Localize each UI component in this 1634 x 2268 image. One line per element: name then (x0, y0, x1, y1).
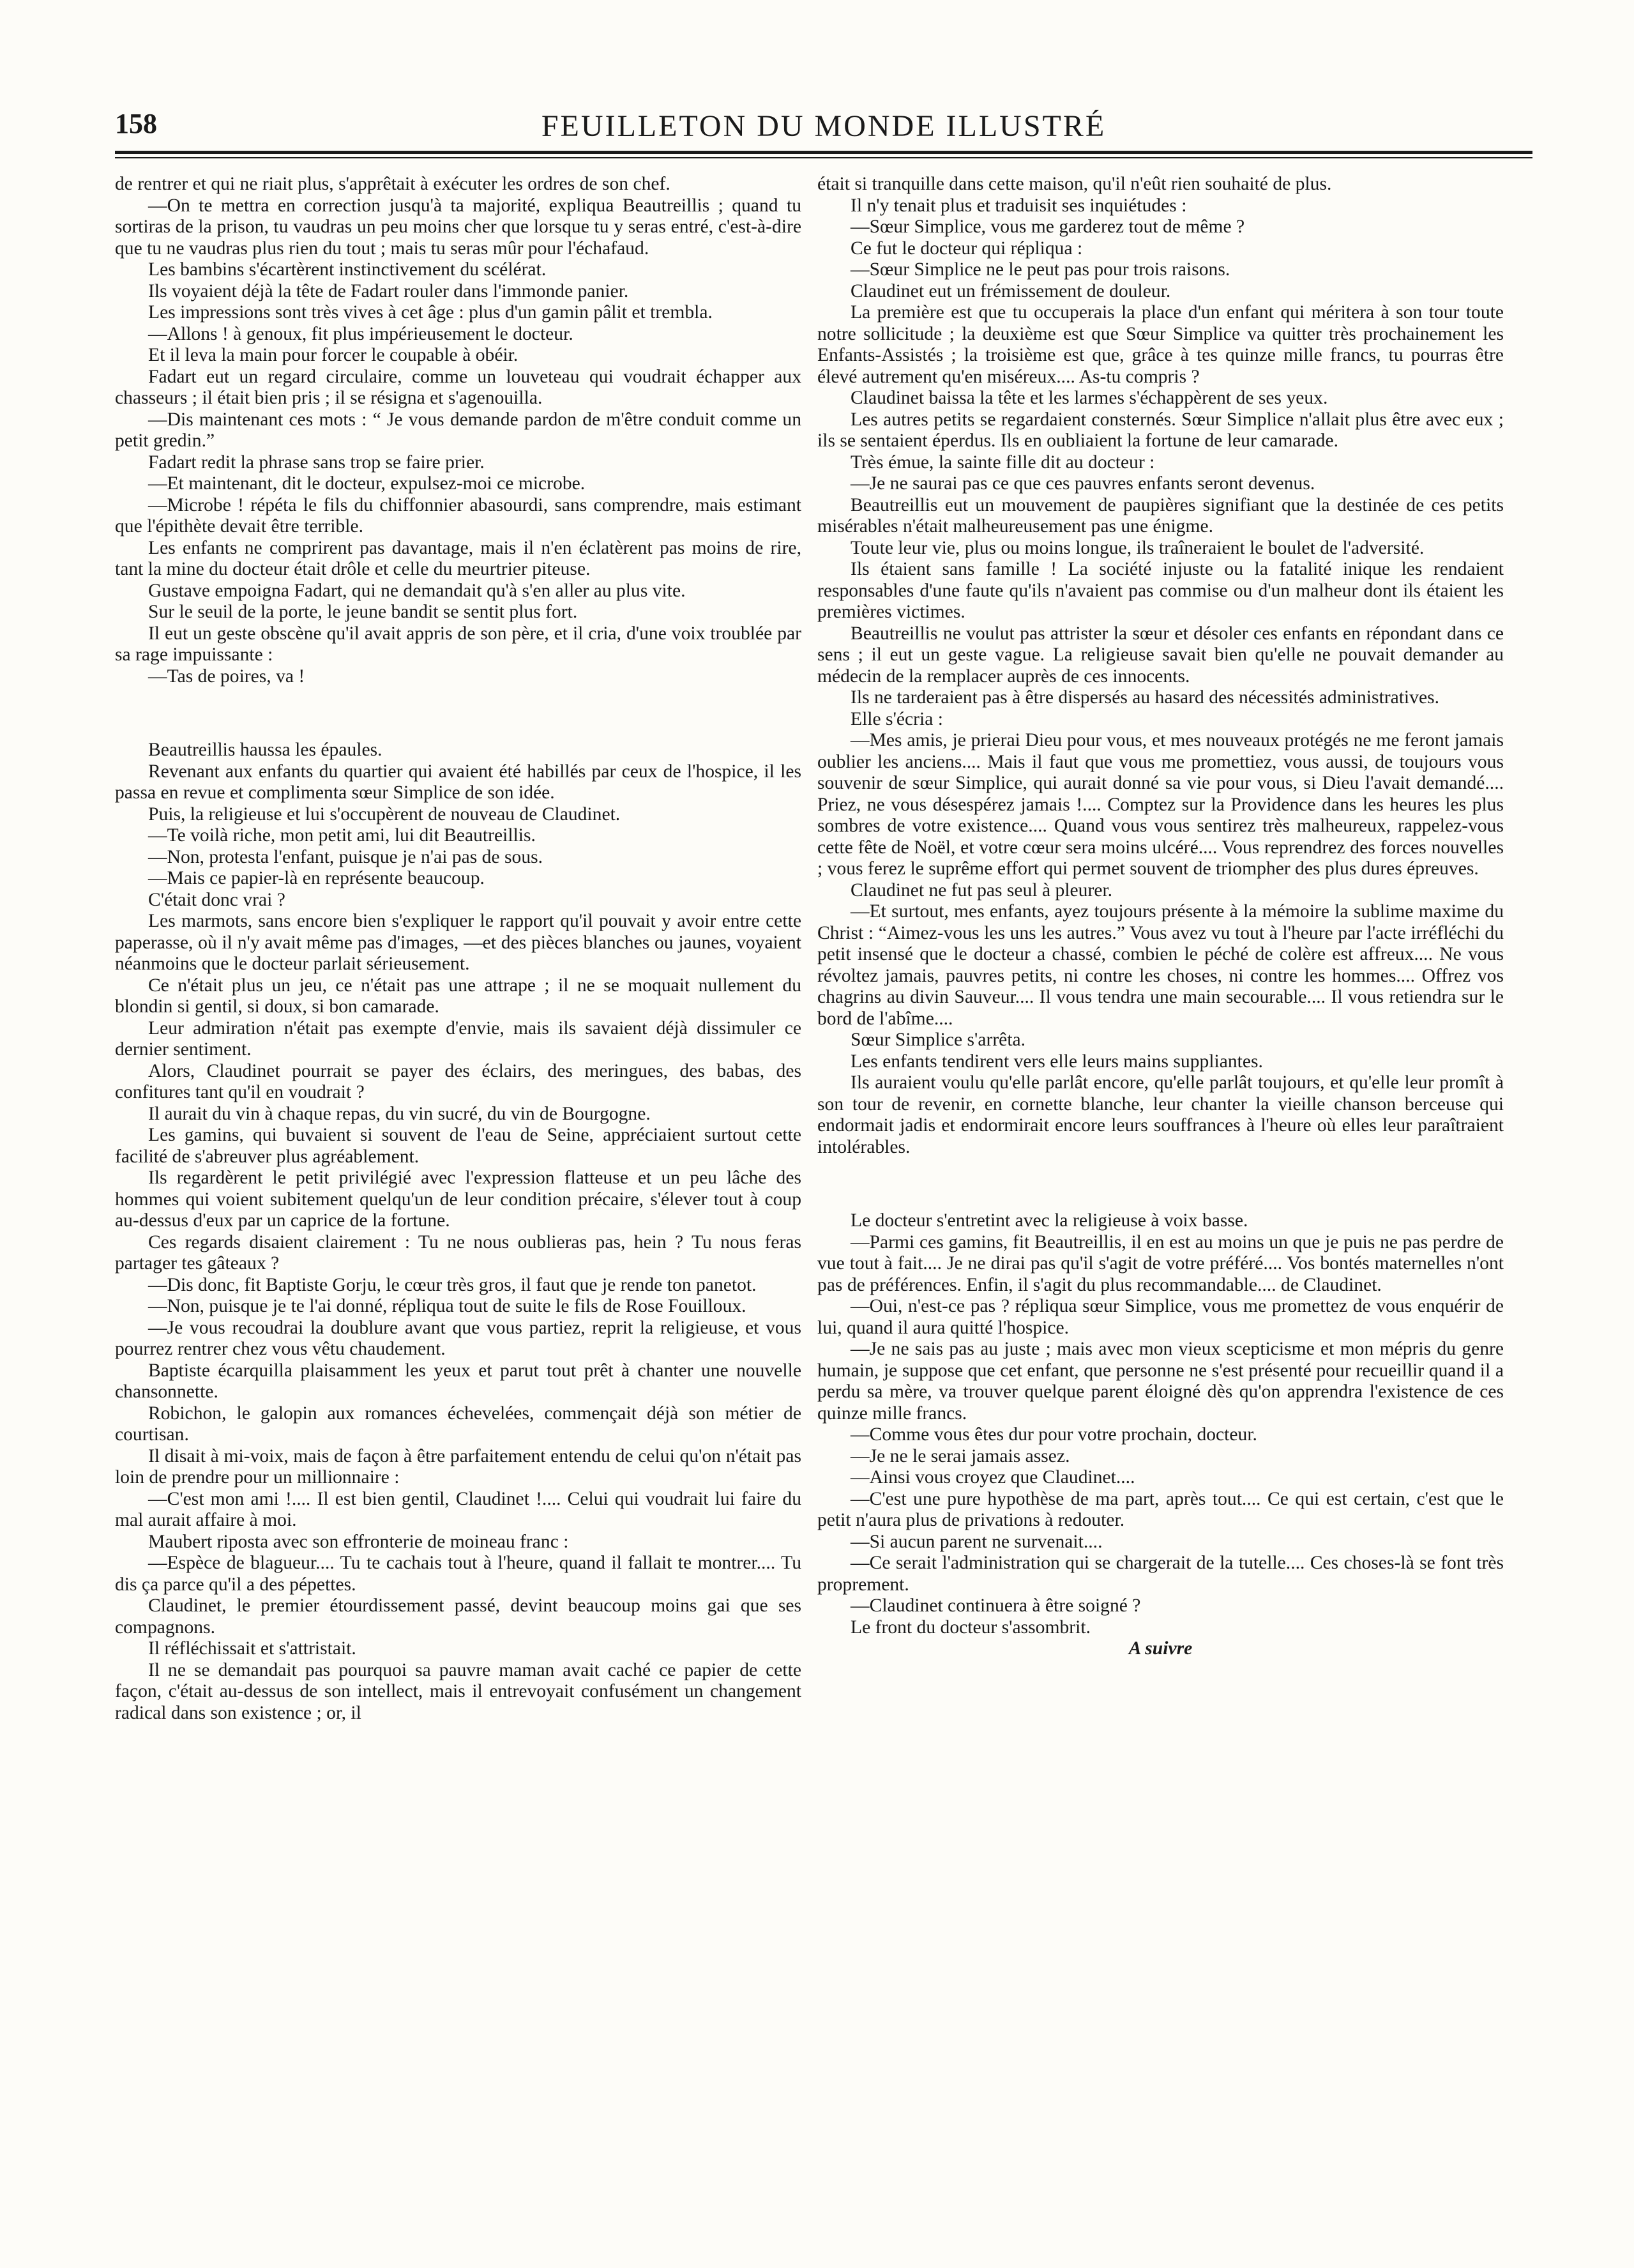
paragraph: —C'est mon ami !.... Il est bien gentil, Claudinet !.... Celui qui voudrait lui faire du mal aurait affaire à moi. (115, 1488, 801, 1530)
paragraph: —Comme vous êtes dur pour votre prochain, docteur. (851, 1424, 1257, 1445)
left-column (115, 174, 801, 1724)
paragraph: Leur admiration n'était pas exempte d'envie, mais ils savaient déjà dissimuler ce dernier sentiment. (115, 1017, 801, 1060)
paragraph: Il eut un geste obscène qu'il avait appris de son père, et il cria, d'une voix troublée par sa rage impuissante : (115, 623, 801, 665)
header-rule-thick (115, 151, 1532, 154)
paragraph: Ils regardèrent le petit privilégié avec l'expression flatteuse et un peu lâche des hommes qui voient subitement quelqu'un de leur condition précaire, s'élever tout à coup au-dessus d'eux par un caprice de la fortune. (115, 1168, 801, 1231)
paragraph: Claudinet, le premier étourdissement passé, devint beaucoup moins gai que ses compagnons. (115, 1595, 801, 1638)
paragraph: Baptiste écarquilla plaisamment les yeux et parut tout prêt à chanter une nouvelle chansonnette. (115, 1360, 801, 1402)
paragraph: était si tranquille dans cette maison, qu'il n'eût rien souhaité de plus. (817, 174, 1332, 194)
paragraph: Il disait à mi-voix, mais de façon à être parfaitement entendu de celui qu'on n'était pas loin de prendre pour un millionnaire : (115, 1445, 801, 1488)
paragraph: Les autres petits se regardaient consternés. Sœur Simplice n'allait plus être avec eux ; ils se sentaient éperdus. Ils en oubliaient la fortune de leur camarade. (817, 409, 1504, 451)
paragraph: C'était donc vrai ? (148, 889, 285, 910)
paragraph: —Ainsi vous croyez que Claudinet.... (851, 1467, 1135, 1488)
paragraph: —Te voilà riche, mon petit ami, lui dit Beautreillis. (148, 825, 536, 846)
section-break (817, 1158, 1504, 1210)
paragraph: Les gamins, qui buvaient si souvent de l'eau de Seine, appréciaient surtout cette facilité de s'abreuver plus agréablement. (115, 1125, 801, 1167)
paragraph: —Et surtout, mes enfants, ayez toujours présente à la mémoire la sublime maxime du Christ : “Aimez-vous les uns les autres.” Vous avez vu tout à l'heure par l'acte irréfléchi du petit insensé que le docteur a chassé, combien le péché de colère est affreux.... Ne vous révoltez jamais, pauvres petits, ni contre les choses, ni contre les hommes.... Offrez vos chagrins au divin Sauveur.... Il vous tendra une main secourable.... Il vous retiendra sur le bord de l'abîme.... (817, 901, 1504, 1029)
paragraph: —Espèce de blagueur.... Tu te cachais tout à l'heure, quand il fallait te montrer.... Tu dis ça parce qu'il a des pépettes. (115, 1553, 801, 1595)
paragraph: Beautreillis eut un mouvement de paupières signifiant que la destinée de ces petits misérables n'était malheureusement pas une énigme. (817, 494, 1504, 537)
paragraph: Maubert riposta avec son effronterie de moineau franc : (148, 1531, 569, 1552)
paragraph: Fadart eut un regard circulaire, comme un louveteau qui voudrait échapper aux chasseurs ; il était bien pris ; il se résigna et s'agenouilla. (115, 366, 801, 408)
paragraph: —Sœur Simplice, vous me garderez tout de même ? (851, 217, 1245, 237)
paragraph: Ils voyaient déjà la tête de Fadart rouler dans l'immonde panier. (148, 280, 629, 301)
right-column (817, 174, 1504, 1660)
paragraph: Claudinet eut un frémissement de douleur. (851, 280, 1171, 301)
paragraph: Les impressions sont très vives à cet âge : plus d'un gamin pâlit et trembla. (148, 302, 713, 323)
paragraph: Beautreillis ne voulut pas attrister la sœur et désoler ces enfants en répondant dans ce sens ; il eut un geste vague. La religieuse savait bien qu'elle ne pouvait demander au médecin de la remplacer auprès de ces innocents. (817, 623, 1504, 687)
paragraph: Les enfants ne comprirent pas davantage, mais il n'en éclatèrent pas moins de rire, tant la mine du docteur était drôle et celle du meurtrier piteuse. (115, 537, 801, 579)
paragraph: Le docteur s'entretint avec la religieuse à voix basse. (851, 1210, 1248, 1231)
paragraph: Le front du docteur s'assombrit. (851, 1617, 1091, 1638)
paragraph: —Je ne sais pas au juste ; mais avec mon vieux scepticisme et mon mépris du genre humain, je suppose que cet enfant, que personne ne s'est présenté pour recueillir quand il a perdu sa mère, va trouver quelque parent éloigné dès qu'on apprendra l'existence de ces quinze mille francs. (817, 1339, 1504, 1424)
paragraph: Alors, Claudinet pourrait se payer des éclairs, des meringues, des babas, des confitures tant qu'il en voudrait ? (115, 1060, 801, 1102)
paragraph: —Tas de poires, va ! (148, 666, 305, 687)
paragraph: —Sœur Simplice ne le peut pas pour trois raisons. (851, 259, 1230, 280)
section-break (115, 687, 801, 740)
paragraph: —C'est une pure hypothèse de ma part, après tout.... Ce qui est certain, c'est que le petit n'aura plus de privations à redouter. (817, 1488, 1504, 1530)
paragraph: Puis, la religieuse et lui s'occupèrent de nouveau de Claudinet. (148, 803, 621, 825)
paragraph: Robichon, le galopin aux romances échevelées, commençait déjà son métier de courtisan. (115, 1403, 801, 1445)
paragraph: Toute leur vie, plus ou moins longue, ils traîneraient le boulet de l'adversité. (851, 537, 1425, 558)
paragraph: Ils étaient sans famille ! La société injuste ou la fatalité inique les rendaient responsables d'une faute qu'ils n'avaient pas commise ou d'un malheur dont ils étaient les premières victimes. (817, 559, 1504, 622)
paragraph: —Non, puisque je te l'ai donné, répliqua tout de suite le fils de Rose Fouilloux. (148, 1296, 746, 1316)
paragraph: Il aurait du vin à chaque repas, du vin sucré, du vin de Bourgogne. (148, 1103, 651, 1124)
paragraph: —Mes amis, je prierai Dieu pour vous, et mes nouveaux protégés ne me feront jamais oublier les anciens.... Mais il faut que vous me promettiez, vous aussi, de toujours vous souvenir de sœur Simplice, qui aurait donné sa vie pour vous, si Dieu l'avait demandé.... Priez, ne vous désespérez jamais !.... Comptez sur la Providence dans les heures les plus sombres de votre existence.... Quand vous vous sentirez très malheureux, rappelez-vous cette fête de Noël, et votre cœur sera moins ulcéré.... Vous reprendrez des forces nouvelles ; vous ferez le suprême effort qui permet souvent de triompher des plus dures épreuves. (817, 730, 1504, 879)
paragraph: Ils ne tarderaient pas à être dispersés au hasard des nécessités administratives. (851, 687, 1440, 708)
paragraph: Il n'y tenait plus et traduisit ses inquiétudes : (851, 195, 1187, 216)
paragraph: —Je ne le serai jamais assez. (851, 1445, 1070, 1466)
paragraph: Gustave empoigna Fadart, qui ne demandait qu'à s'en aller au plus vite. (148, 580, 686, 601)
paragraph: —Allons ! à genoux, fit plus impérieusement le docteur. (148, 323, 573, 344)
paragraph: —Et maintenant, dit le docteur, expulsez-moi ce microbe. (148, 473, 586, 494)
paragraph: Les marmots, sans encore bien s'expliquer le rapport qu'il pouvait y avoir entre cette paperasse, où il n'y avait même pas d'images, —et des pièces blanches ou jaunes, voyaient néanmoins que le docteur parlait sérieusement. (115, 911, 801, 974)
paragraph: Il ne se demandait pas pourquoi sa pauvre maman avait caché ce papier de cette façon, c'était au-dessus de son intellect, mais il entrevoyait confusément un changement radical dans son existence ; or, il (115, 1659, 801, 1723)
paragraph: —Non, protesta l'enfant, puisque je n'ai pas de sous. (148, 846, 543, 867)
paragraph: Revenant aux enfants du quartier qui avaient été habillés par ceux de l'hospice, il les passa en revue et complimenta sœur Simplice de son idée. (115, 761, 801, 803)
paragraph: Sœur Simplice s'arrêta. (851, 1030, 1026, 1050)
paragraph: La première est que tu occuperais la place d'un enfant qui méritera à son tour toute notre sollicitude ; la deuxième est que Sœur Simplice va quitter très prochainement les Enfants-Assistés ; la troisième est que, grâce à tes quinze mille francs, tu pourras être élevé autrement qu'en miséreux.... As-tu compris ? (817, 302, 1504, 387)
paragraph: Très émue, la sainte fille dit au docteur : (851, 452, 1155, 473)
paragraph: Les enfants tendirent vers elle leurs mains suppliantes. (851, 1051, 1263, 1072)
paragraph: —Si aucun parent ne survenait.... (851, 1531, 1103, 1552)
paragraph: Claudinet ne fut pas seul à pleurer. (851, 879, 1113, 901)
paragraph: Ils auraient voulu qu'elle parlât encore, qu'elle parlât toujours, et qu'elle leur promît à son tour de revenir, en cornette blanche, leur chanter la vieille chanson berceuse qui endormait jadis et endormirait encore leurs souffrances à l'heure où elles leur paraîtraient intolérables. (817, 1072, 1504, 1157)
paragraph: —Mais ce papier-là en représente beaucoup. (148, 868, 485, 888)
paragraph: Beautreillis haussa les épaules. (148, 740, 382, 760)
paragraph: Ce n'était plus un jeu, ce n'était pas une attrape ; il ne se moquait nullement du blondin si gentil, si doux, si bon camarade. (115, 975, 801, 1017)
page-number: 158 (115, 108, 157, 139)
paragraph: Ce fut le docteur qui répliqua : (851, 238, 1083, 259)
paragraph: —Oui, n'est-ce pas ? répliqua sœur Simplice, vous me promettez de vous enquérir de lui, quand il aura quitté l'hospice. (817, 1296, 1504, 1338)
paragraph: Fadart redit la phrase sans trop se faire prier. (148, 452, 485, 473)
paragraph: Sur le seuil de la porte, le jeune bandit se sentit plus fort. (148, 602, 578, 622)
paragraph: Les bambins s'écartèrent instinctivement du scélérat. (148, 259, 547, 280)
paragraph: Il réfléchissait et s'attristait. (148, 1638, 356, 1659)
paragraph: —Claudinet continuera à être soigné ? (851, 1595, 1141, 1616)
paragraph: —Dis donc, fit Baptiste Gorju, le cœur très gros, il faut que je rende ton panetot. (148, 1274, 757, 1295)
header-rule-thin (115, 157, 1532, 158)
paragraph: —Parmi ces gamins, fit Beautreillis, il en est au moins un que je puis ne pas perdre de vue tout à fait.... Je ne dirai pas qu'il s'agit de votre préféré.... Vos bontés maternelles n'ont pas de préférences. Enfin, il s'agit du plus recommandable.... de Claudinet. (817, 1231, 1504, 1295)
paragraph: Et il leva la main pour forcer le coupable à obéir. (148, 345, 518, 365)
paragraph: —Ce serait l'administration qui se chargerait de la tutelle.... Ces choses-là se font très proprement. (817, 1553, 1504, 1595)
page-header (115, 107, 1532, 146)
paragraph: de rentrer et qui ne riait plus, s'apprêtait à exécuter les ordres de son chef. (115, 174, 670, 194)
paragraph: Ces regards disaient clairement : Tu ne nous oublieras pas, hein ? Tu nous feras partager tes gâteaux ? (115, 1231, 801, 1274)
to-be-continued: A suivre (1128, 1638, 1193, 1659)
paragraph: Elle s'écria : (851, 708, 944, 729)
paragraph: —Je vous recoudrai la doublure avant que vous partiez, reprit la religieuse, et vous pourrez rentrer chez vous vêtu chaudement. (115, 1317, 801, 1359)
journal-title: FEUILLETON DU MONDE ILLUSTRÉ (541, 109, 1107, 143)
paragraph: —Dis maintenant ces mots : “ Je vous demande pardon de m'être conduit comme un petit gredin.” (115, 409, 801, 451)
paragraph: —Je ne saurai pas ce que ces pauvres enfants seront devenus. (851, 473, 1315, 494)
paragraph: Claudinet baissa la tête et les larmes s'échappèrent de ses yeux. (851, 388, 1328, 408)
paragraph: —Microbe ! répéta le fils du chiffonnier abasourdi, sans comprendre, mais estimant que l'épithète devait être terrible. (115, 494, 801, 537)
paragraph: —On te mettra en correction jusqu'à ta majorité, expliqua Beautreillis ; quand tu sortiras de la prison, tu vaudras un peu moins cher que lorsque tu y seras entré, c'est-à-dire que tu ne vaudras plus rien du tout ; mais tu seras mûr pour l'échafaud. (115, 195, 801, 259)
